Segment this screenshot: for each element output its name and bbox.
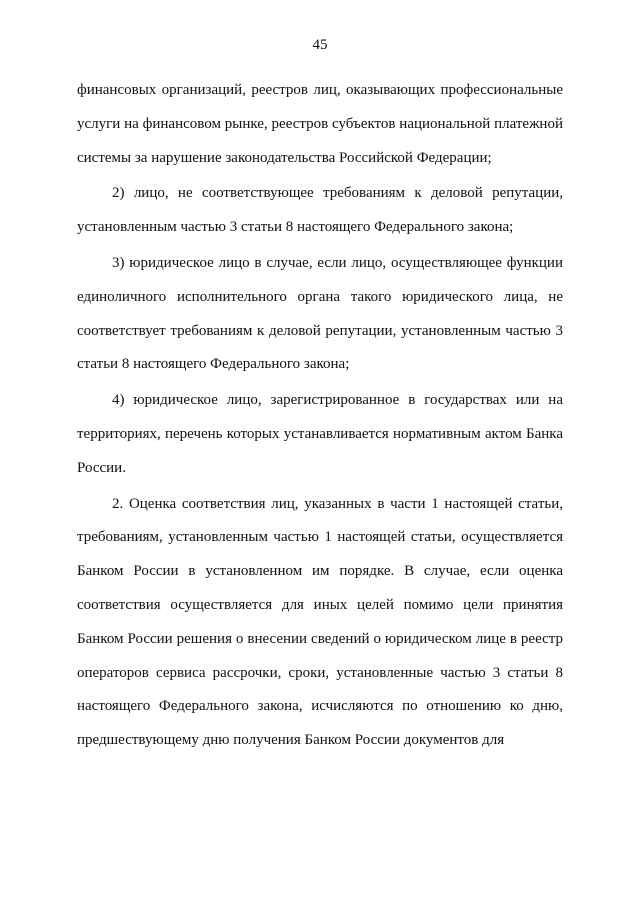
paragraph-section-2: 2. Оценка соответствия лиц, указанных в части 1 настоящей статьи, требованиям, установленным частью 1 настоящей статьи, осуществляется Банком России в установленном им порядке. В случае, если оценка соответствия осуществляется для иных целей помимо цели принятия Банком России решения о внесении сведений о юридическом лице в реестр операторов сервиса рассрочки, сроки, установленные частью 3 статьи 8 настоящего Федерального закона, исчисляются по отношению ко дню, предшествующему дню получения Банком России документов для xyxy=(77,495,563,749)
paragraph-item-2: 2) лицо, не соответствующее требованиям к деловой репутации, установленным частью 3 статьи 8 настоящего Федерального закона; xyxy=(77,185,563,236)
page-number: 45 xyxy=(312,37,328,53)
paragraph-item-3: 3) юридическое лицо в случае, если лицо, осуществляющее функции единоличного исполнительного органа такого юридического лица, не соответствует требованиям к деловой репутации, установленным частью 3 статьи 8 настоящего Федерального закона; xyxy=(77,254,563,373)
paragraph-item-4: 4) юридическое лицо, зарегистрированное в государствах или на территориях, перечень которых устанавливается нормативным актом Банка России. xyxy=(77,392,563,476)
document-body xyxy=(77,74,563,760)
paragraph-continuation: финансовых организаций, реестров лиц, оказывающих профессиональные услуги на финансовом рынке, реестров субъектов национальной платежной системы за нарушение законодательства Российской Федерации; xyxy=(77,82,563,166)
